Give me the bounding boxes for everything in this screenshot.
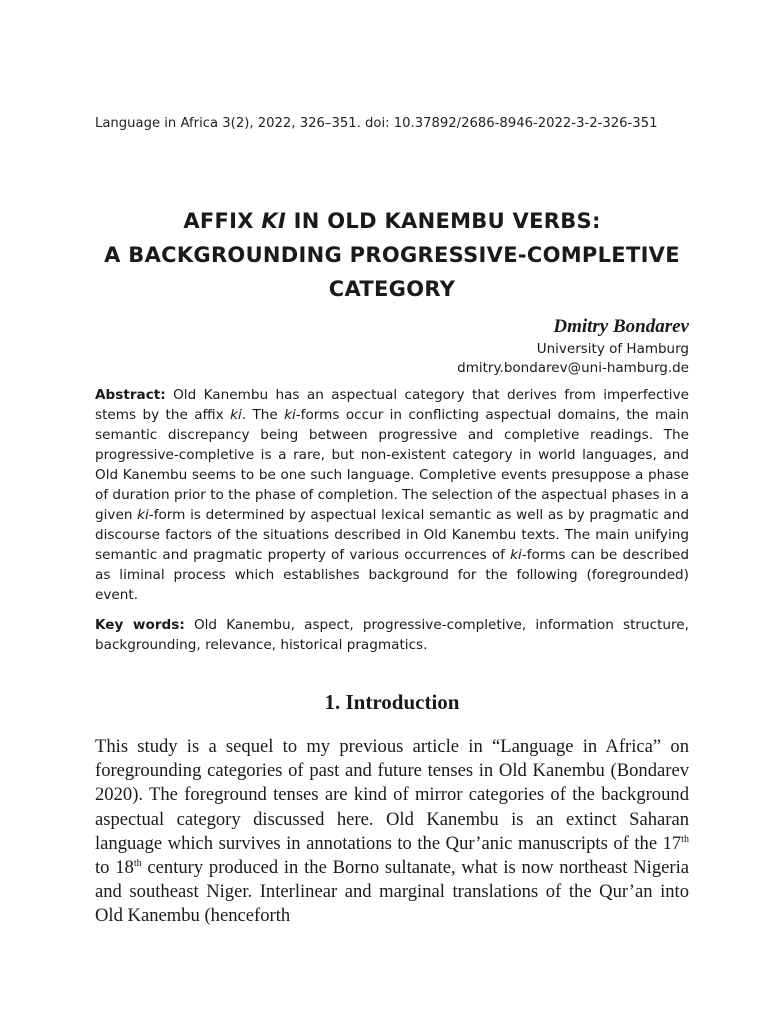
keywords-label: Key words: (95, 617, 185, 633)
title-affix-italic: KI (261, 209, 287, 233)
abstract-italic-1: ki (230, 407, 242, 423)
author-email: dmitry.bondarev@uni-hamburg.de (457, 360, 689, 376)
keywords-text: Old Kanembu, aspect, progressive-completive, information structure, backgrounding, relevance, historical pragmatics. (95, 617, 689, 653)
abstract (95, 385, 689, 605)
abstract-italic-2: ki (284, 407, 296, 423)
article-title (95, 204, 689, 306)
introduction-paragraph (95, 735, 689, 929)
intro-sup-2: th (133, 857, 142, 869)
abstract-italic-4: ki (510, 547, 522, 563)
journal-reference: Language in Africa 3(2), 2022, 326–351. doi: 10.37892/2686-8946-2022-3-2-326-351 (95, 116, 658, 131)
intro-text-2: to 18 (95, 857, 134, 879)
abstract-label: Abstract: (95, 387, 166, 403)
title-line-1 (95, 204, 689, 238)
intro-text-1: This study is a sequel to my previous article in “Language in Africa” on foregrounding categories of past and future tenses in Old Kanembu (Bondarev 2020). The foreground tenses are kind of mirror categories of the background aspectual category discussed here. Old Kanembu is an extinct Saharan language which survives in annotations to the Qur’anic manuscripts of the 17 (95, 736, 689, 854)
title-line-3: CATEGORY (328, 277, 456, 301)
abstract-text-1: Old Kanembu has an aspectual category that derives from imperfective stems by the affix (95, 387, 689, 423)
author-name: Dmitry Bondarev (553, 316, 689, 337)
author-affiliation: University of Hamburg (536, 341, 689, 357)
abstract-text-3: -forms occur in conflicting aspectual domains, the main semantic discrepancy being between progressive and completive readings. The progressive-completive is a rare, but non-existent category in world languages, and Old Kanembu seems to be one such language. Completive events presuppose a phase of duration prior to the phase of completion. The selection of the aspectual phases in a given (95, 407, 689, 523)
title-line-1-pre: AFFIX (183, 209, 262, 233)
abstract-text-5: -forms can be described as liminal process which establishes background for the following (foregrounded) event. (95, 547, 689, 603)
author-block (95, 314, 689, 378)
section-heading: 1. Introduction (324, 690, 460, 714)
abstract-text-4: -form is determined by aspectual lexical semantic as well as by pragmatic and discourse factors of the situations described in Old Kanembu texts. The main unifying semantic and pragmatic property of various occurrences of (95, 507, 689, 563)
title-line-1-post: IN OLD KANEMBU VERBS: (286, 209, 601, 233)
abstract-italic-3: ki (137, 507, 149, 523)
intro-sup-1: th (681, 833, 689, 845)
title-line-2: A BACKGROUNDING PROGRESSIVE-COMPLETIVE (104, 243, 680, 267)
keywords (95, 615, 689, 655)
intro-text-3: century produced in the Borno sultanate, what is now northeast Nigeria and southeast Niger. Interlinear and marginal translations of the Qur’an into Old Kanembu (henceforth (95, 857, 689, 927)
abstract-text-2: . The (241, 407, 285, 423)
